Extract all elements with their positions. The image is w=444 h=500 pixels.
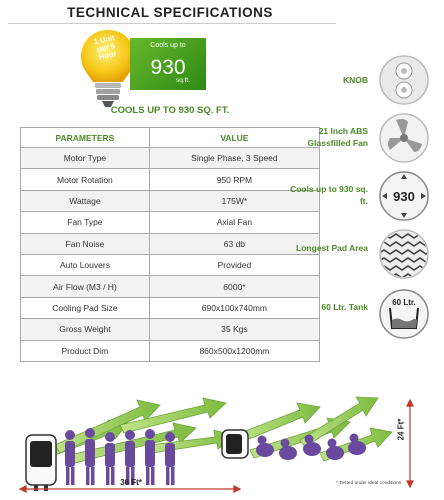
param-cell: Product Dim — [21, 340, 150, 361]
page-title: TECHNICAL SPECIFICATIONS — [67, 5, 273, 20]
table-row — [21, 276, 320, 297]
param-cell: Gross Weight — [21, 319, 150, 340]
title-divider — [8, 23, 336, 24]
column-header: VALUE — [149, 128, 319, 148]
param-cell: Air Flow (M3 / H) — [21, 276, 150, 297]
table-row — [21, 319, 320, 340]
feature-tank-label: 60 Ltr. Tank — [321, 302, 368, 312]
param-cell: Fan Type — [21, 212, 150, 233]
footnote: * Tested under ideal conditions — [336, 481, 402, 486]
table-row — [21, 212, 320, 233]
table-row — [21, 169, 320, 190]
value-cell: 63 db — [149, 233, 319, 254]
feature-fan-label: 21 Inch ABS Glassfilled Fan — [307, 126, 368, 148]
column-header: PARAMETERS — [21, 128, 150, 148]
fan-blade-icon — [378, 112, 430, 164]
param-cell: Cooling Pad Size — [21, 297, 150, 318]
value-cell: Single Phase, 3 Speed — [149, 148, 319, 169]
water-tank-icon — [378, 288, 430, 340]
promo-cools-line: Cools up to — [150, 42, 186, 49]
height-dimension-label: 24 Ft* — [396, 418, 406, 441]
tank-badge: 60 Ltr. — [392, 298, 416, 307]
bulb-text: 1 Unit per 5 Hour — [93, 33, 118, 62]
knob-icon — [378, 54, 430, 106]
param-cell: Motor Type — [21, 148, 150, 169]
promo-area-value: 930 — [150, 56, 186, 79]
value-cell: 35 Kgs — [149, 319, 319, 340]
table-row — [21, 340, 320, 361]
table-row — [21, 148, 320, 169]
param-cell: Fan Noise — [21, 233, 150, 254]
feature-area-label: Cools up to 930 sq. ft. — [290, 184, 368, 206]
feature-pad-label: Longest Pad Area — [296, 243, 368, 253]
value-cell: 860x500x1200mm — [149, 340, 319, 361]
promo-area-unit: sq.ft. — [175, 77, 191, 84]
table-row — [21, 297, 320, 318]
value-cell: 690x100x740mm — [149, 297, 319, 318]
value-cell: Axial Fan — [149, 212, 319, 233]
value-cell: 175W* — [149, 190, 319, 211]
value-cell: Provided — [149, 254, 319, 275]
table-row — [21, 254, 320, 275]
table-row — [21, 190, 320, 211]
value-cell: 950 RPM — [149, 169, 319, 190]
cooling-pad-icon — [378, 228, 430, 280]
value-cell: 6000* — [149, 276, 319, 297]
width-dimension-label: 36 Ft* — [120, 478, 142, 487]
area-circle-icon — [378, 170, 430, 222]
area-badge: 930 — [393, 189, 415, 204]
table-header-row — [21, 128, 320, 148]
table-row — [21, 233, 320, 254]
param-cell: Wattage — [21, 190, 150, 211]
feature-knob-label: KNOB — [342, 75, 368, 85]
cools-heading: COOLS UP TO 930 SQ. FT. — [110, 105, 230, 116]
param-cell: Auto Louvers — [21, 254, 150, 275]
spec-table — [20, 127, 320, 362]
param-cell: Motor Rotation — [21, 169, 150, 190]
